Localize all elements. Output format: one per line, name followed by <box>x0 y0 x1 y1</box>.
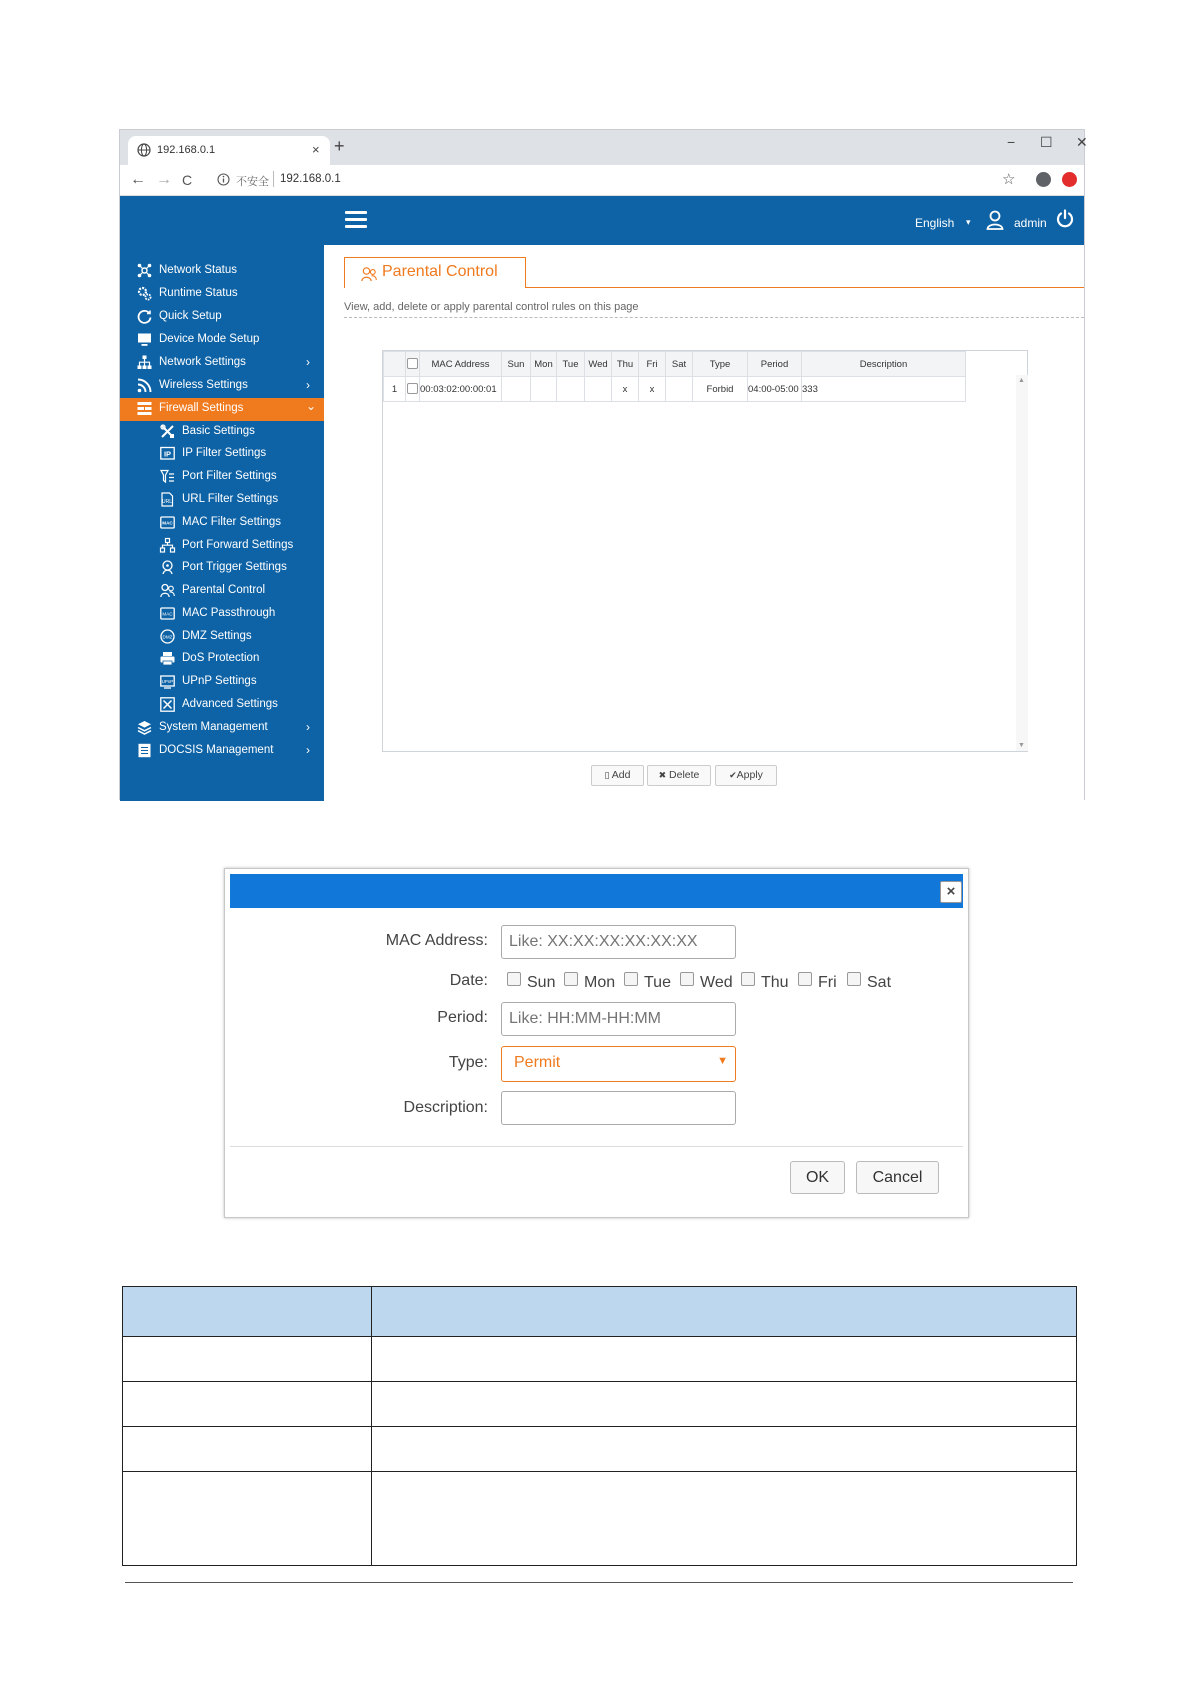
sidebar-item-label: Device Mode Setup <box>159 333 260 345</box>
docsis-icon <box>137 743 152 758</box>
close-window-icon[interactable]: ✕ <box>1076 134 1088 150</box>
day-option-tue[interactable] <box>624 972 671 992</box>
ok-button[interactable]: OK <box>790 1161 845 1194</box>
scroll-up-icon[interactable]: ▲ <box>1018 377 1025 384</box>
day-option-mon[interactable] <box>564 972 615 992</box>
maximize-icon[interactable]: ☐ <box>1040 134 1053 150</box>
sidebar-subitem-upnp-settings[interactable] <box>120 671 324 694</box>
table-cell <box>372 1472 1077 1566</box>
chevron-right-icon: › <box>306 378 310 392</box>
row-index: 1 <box>384 377 406 402</box>
sidebar-item-network-settings[interactable] <box>120 352 324 375</box>
sidebar-subitem-ip-filter-settings[interactable] <box>120 443 324 466</box>
apply-button[interactable] <box>715 765 777 786</box>
table-row <box>123 1427 1077 1472</box>
day-option-fri[interactable] <box>798 972 837 992</box>
sidebar <box>120 245 324 801</box>
sidebar-subitem-port-forward-settings[interactable] <box>120 535 324 558</box>
add-button-label: Add <box>611 769 631 781</box>
network-status-icon <box>137 263 152 278</box>
chevron-down-icon[interactable]: ▾ <box>966 217 971 227</box>
description-label: Description: <box>403 1099 488 1116</box>
fri-cell: x <box>639 377 666 402</box>
chevron-down-icon: ▼ <box>717 1055 728 1067</box>
opera-icon[interactable] <box>1062 172 1077 187</box>
port-forward-icon <box>160 538 175 553</box>
sun-cell <box>502 377 531 402</box>
username-label[interactable]: admin <box>1014 216 1047 230</box>
dialog-header <box>230 874 963 908</box>
header-cell[interactable]: Wed <box>585 352 612 377</box>
layers-icon <box>137 720 152 735</box>
sidebar-subitem-dos-protection[interactable] <box>120 648 324 671</box>
header-cell[interactable]: Description <box>802 352 966 377</box>
new-tab-button[interactable]: + <box>334 136 345 156</box>
tab-underline <box>526 287 1084 288</box>
add-icon: ▯ <box>604 770 610 780</box>
monitor-icon <box>137 332 152 347</box>
add-rule-dialog <box>224 868 969 1218</box>
day-checkbox[interactable] <box>798 972 812 986</box>
insecure-label: 不安全 <box>236 176 269 188</box>
table-cell <box>372 1337 1077 1382</box>
tue-cell <box>557 377 585 402</box>
svg-text:MAC: MAC <box>162 611 173 617</box>
sidebar-subitem-parental-control[interactable] <box>120 580 324 603</box>
sidebar-subitem-basic-settings[interactable] <box>120 421 324 444</box>
add-button[interactable] <box>591 765 644 786</box>
apply-icon: ✔ <box>729 770 737 780</box>
sidebar-item-label: DMZ Settings <box>182 630 252 642</box>
day-checkbox[interactable] <box>847 972 861 986</box>
header-cell[interactable]: Mon <box>531 352 557 377</box>
row-select-cell[interactable] <box>406 377 420 402</box>
address-bar <box>120 165 1084 196</box>
header-cell[interactable]: Sat <box>666 352 693 377</box>
dos-protection-icon <box>160 651 175 666</box>
browser-tab[interactable] <box>128 136 330 165</box>
row-checkbox[interactable] <box>407 383 418 394</box>
date-label: Date: <box>449 972 488 989</box>
sidebar-item-label: Port Trigger Settings <box>182 561 287 573</box>
advanced-settings-icon <box>160 697 175 712</box>
day-label: Mon <box>584 974 616 991</box>
table-cell <box>123 1382 372 1427</box>
header-cell <box>384 352 406 377</box>
reload-icon[interactable]: C <box>182 172 193 188</box>
mac-address-label: MAC Address: <box>385 932 488 949</box>
power-icon[interactable] <box>1055 209 1075 229</box>
svg-text:URL: URL <box>161 499 173 505</box>
chevron-right-icon: › <box>306 355 310 369</box>
sidebar-item-label: Network Status <box>159 264 237 276</box>
table-cell <box>123 1427 372 1472</box>
day-label: Fri <box>818 974 837 991</box>
sidebar-item-runtime-status[interactable] <box>120 283 324 306</box>
close-icon[interactable]: × <box>940 881 962 903</box>
ip-filter-icon <box>160 446 175 461</box>
mon-cell <box>531 377 557 402</box>
description-divider <box>344 317 1084 318</box>
header-cell[interactable]: Thu <box>612 352 639 377</box>
header-cell[interactable]: MAC Address <box>420 352 502 377</box>
sidebar-item-label: Network Settings <box>159 356 246 368</box>
period-label: Period: <box>437 1009 488 1026</box>
sat-cell <box>666 377 693 402</box>
description-input[interactable] <box>501 1091 736 1125</box>
period-cell: 04:00-05:00 <box>748 377 802 402</box>
sidebar-subitem-port-filter-settings[interactable] <box>120 466 324 489</box>
type-cell: Forbid <box>693 377 748 402</box>
parameter-table <box>122 1286 1077 1569</box>
day-label: Sun <box>527 974 556 991</box>
period-input[interactable] <box>501 1002 736 1036</box>
sidebar-item-label: MAC Passthrough <box>182 607 276 619</box>
thu-cell: x <box>612 377 639 402</box>
minimize-icon[interactable]: − <box>1007 134 1016 150</box>
day-label: Wed <box>700 974 733 991</box>
bookmark-star-icon[interactable]: ☆ <box>1002 171 1016 188</box>
sidebar-item-label: MAC Filter Settings <box>182 516 282 528</box>
wed-cell <box>585 377 612 402</box>
day-option-thu[interactable] <box>741 972 789 992</box>
day-checkbox[interactable] <box>741 972 755 986</box>
account-icon[interactable] <box>1036 172 1051 187</box>
info-icon[interactable] <box>217 173 230 186</box>
wifi-icon <box>137 378 152 393</box>
sidebar-item-label: Port Filter Settings <box>182 470 277 482</box>
day-label: Tue <box>644 974 671 991</box>
sidebar-item-label: UPnP Settings <box>182 675 257 687</box>
table-row <box>123 1472 1077 1566</box>
delete-button-label: Delete <box>669 769 700 781</box>
browser-window <box>119 129 1088 800</box>
header-cell[interactable]: Tue <box>557 352 585 377</box>
header-cell[interactable]: Period <box>748 352 802 377</box>
sidebar-subitem-dmz-settings[interactable] <box>120 626 324 649</box>
main-content <box>324 245 1084 801</box>
tab-title: 192.168.0.1 <box>157 144 216 156</box>
sidebar-subitem-mac-filter-settings[interactable] <box>120 512 324 535</box>
menu-toggle-icon[interactable] <box>345 211 367 229</box>
sidebar-item-label: DoS Protection <box>182 652 260 664</box>
parental-control-icon <box>160 583 175 598</box>
dialog-divider <box>230 1146 963 1147</box>
grid-scrollbar[interactable] <box>1016 375 1028 751</box>
sidebar-item-label: Wireless Settings <box>159 379 248 391</box>
refresh-icon <box>137 309 152 324</box>
mac-filter-icon <box>160 515 175 530</box>
document-table <box>122 1286 1077 1566</box>
sidebar-item-label: Basic Settings <box>182 425 255 437</box>
tools-icon <box>160 424 175 439</box>
url-field[interactable]: 192.168.0.1 <box>280 173 341 185</box>
table-header-row <box>123 1287 1077 1337</box>
sidebar-item-device-mode-setup[interactable] <box>120 329 324 352</box>
scroll-down-icon[interactable]: ▼ <box>1018 742 1025 749</box>
header-cell[interactable]: Sun <box>502 352 531 377</box>
forward-icon[interactable]: → <box>156 171 172 188</box>
delete-button[interactable] <box>647 765 711 786</box>
day-label: Sat <box>867 974 892 991</box>
sidebar-item-label: Firewall Settings <box>159 402 244 414</box>
header-cell[interactable]: Fri <box>639 352 666 377</box>
sidebar-item-label: Runtime Status <box>159 287 238 299</box>
port-filter-icon <box>160 469 175 484</box>
sidebar-item-quick-setup[interactable] <box>120 306 324 329</box>
sidebar-item-system-management[interactable] <box>120 717 324 740</box>
router-top-bar <box>120 196 1084 245</box>
type-label: Type: <box>448 1054 488 1071</box>
rules-table <box>383 351 966 402</box>
chevron-right-icon: › <box>306 743 310 757</box>
header-cell <box>123 1287 372 1337</box>
rules-grid <box>382 350 1028 752</box>
table-row <box>123 1382 1077 1427</box>
language-select[interactable]: English <box>915 216 955 230</box>
type-select[interactable] <box>501 1046 736 1082</box>
sidebar-item-label: URL Filter Settings <box>182 493 279 505</box>
globe-icon <box>137 143 151 157</box>
day-checkbox[interactable] <box>680 972 694 986</box>
back-icon[interactable]: ← <box>130 171 146 188</box>
svg-text:DMZ: DMZ <box>162 634 173 640</box>
upnp-icon <box>160 674 175 689</box>
type-select-value: Permit <box>514 1054 561 1071</box>
select-all-checkbox[interactable] <box>407 358 418 369</box>
sidebar-item-wireless-settings[interactable] <box>120 375 324 398</box>
day-checkbox[interactable] <box>507 972 521 986</box>
day-label: Thu <box>761 974 789 991</box>
chevron-right-icon: › <box>306 720 310 734</box>
sidebar-subitem-port-trigger-settings[interactable] <box>120 557 324 580</box>
table-cell <box>123 1337 372 1382</box>
sidebar-item-firewall-settings[interactable] <box>120 398 324 421</box>
footer-rule <box>125 1582 1073 1583</box>
mac-cell: 00:03:02:00:00:01 <box>420 377 502 402</box>
svg-text:UPnP: UPnP <box>161 678 174 684</box>
chevron-down-icon: ⌄ <box>306 399 317 413</box>
sidebar-item-label: DOCSIS Management <box>159 744 274 756</box>
parental-control-icon <box>361 266 377 282</box>
table-row[interactable] <box>384 377 966 402</box>
port-trigger-icon <box>160 560 175 575</box>
apply-button-label: Apply <box>736 769 763 781</box>
table-cell <box>372 1427 1077 1472</box>
sidebar-item-label: IP Filter Settings <box>182 447 267 459</box>
firewall-icon <box>137 401 152 416</box>
tab-strip <box>120 130 1088 165</box>
sidebar-item-label: Quick Setup <box>159 310 222 322</box>
tab-close-icon[interactable]: × <box>312 142 320 157</box>
sidebar-subitem-url-filter-settings[interactable] <box>120 489 324 512</box>
description-cell: 333 <box>802 377 966 402</box>
sidebar-item-label: Advanced Settings <box>182 698 278 710</box>
sidebar-subitem-advanced-settings[interactable] <box>120 694 324 717</box>
page-title: Parental Control <box>382 263 498 280</box>
header-cell[interactable]: Type <box>693 352 748 377</box>
sidebar-subitem-mac-passthrough[interactable] <box>120 603 324 626</box>
gears-icon <box>137 286 152 301</box>
table-header-row <box>384 352 966 377</box>
svg-text:IP: IP <box>163 449 172 459</box>
url-filter-icon <box>160 492 175 507</box>
svg-text:MAC: MAC <box>162 520 173 526</box>
sidebar-item-label: Parental Control <box>182 584 266 596</box>
delete-icon: ✖ <box>658 770 667 780</box>
day-option-sun[interactable] <box>507 972 555 992</box>
table-row <box>123 1337 1077 1382</box>
sidebar-item-label: System Management <box>159 721 268 733</box>
select-all-cell[interactable] <box>406 352 420 377</box>
mac-passthrough-icon <box>160 606 175 621</box>
mac-address-input[interactable] <box>501 925 736 959</box>
dmz-icon <box>160 629 175 644</box>
page-description: View, add, delete or apply parental control rules on this page <box>344 301 639 313</box>
day-checkbox[interactable] <box>624 972 638 986</box>
user-icon[interactable] <box>986 210 1004 230</box>
address-separator <box>273 171 274 187</box>
header-cell <box>372 1287 1077 1337</box>
sidebar-item-label: Port Forward Settings <box>182 539 294 551</box>
day-checkbox[interactable] <box>564 972 578 986</box>
day-option-wed[interactable] <box>680 972 733 992</box>
sidebar-item-docsis-management[interactable] <box>120 740 324 763</box>
table-cell <box>123 1472 372 1566</box>
cancel-button[interactable]: Cancel <box>856 1161 939 1194</box>
sitemap-icon <box>137 355 152 370</box>
day-option-sat[interactable] <box>847 972 891 992</box>
table-cell <box>372 1382 1077 1427</box>
page-tab[interactable] <box>344 257 526 288</box>
sidebar-item-network-status[interactable] <box>120 260 324 283</box>
